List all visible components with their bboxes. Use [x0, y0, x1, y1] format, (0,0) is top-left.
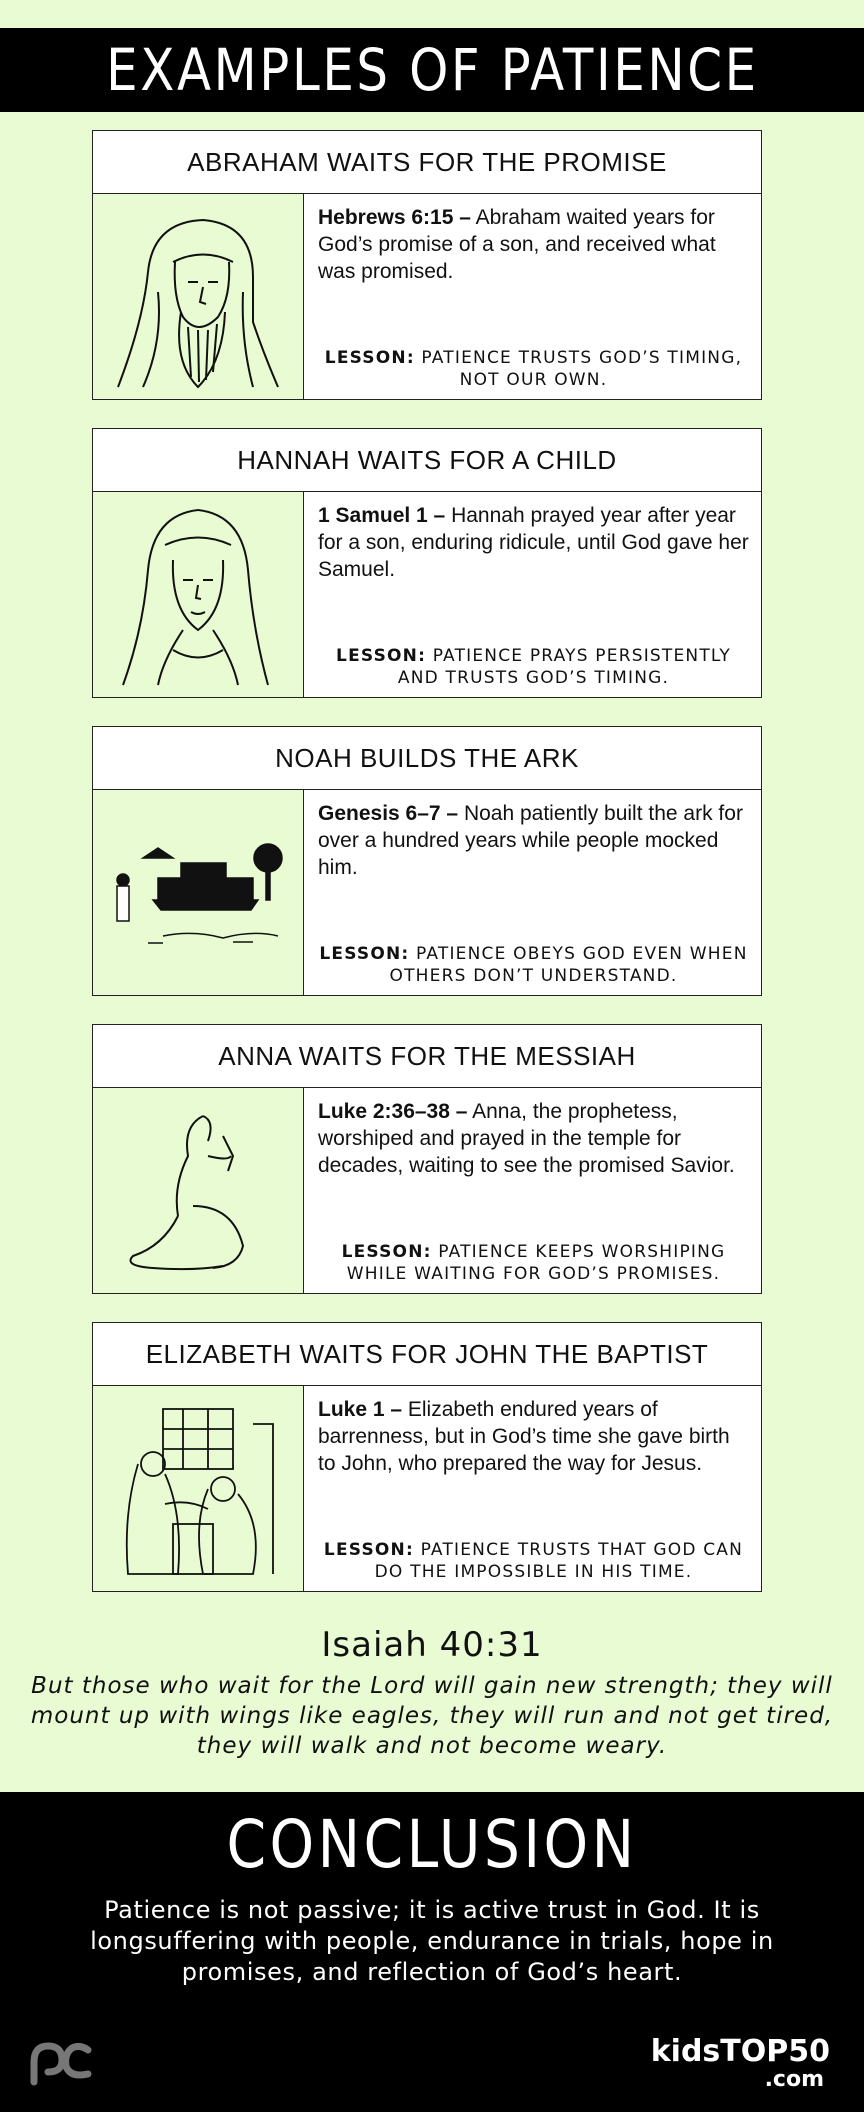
lesson-body: PATIENCE TRUSTS GOD’S TIMING, NOT OUR OWN.	[414, 348, 743, 390]
description-text: Elizabeth endured years of barrenness, but in God’s time she gave birth to John, who prepared the way for Jesus.	[318, 1398, 730, 1475]
card-body	[92, 194, 762, 400]
conclusion-section	[0, 1792, 864, 2112]
card-body	[92, 1088, 762, 1294]
card-heading: ELIZABETH WAITS FOR JOHN THE BAPTIST	[92, 1322, 762, 1386]
example-card-anna	[92, 1024, 762, 1294]
scripture-reference: Hebrews 6:15 –	[318, 206, 471, 229]
card-description	[318, 204, 749, 285]
lesson-text	[318, 943, 749, 987]
title-banner	[0, 28, 864, 112]
card-body	[92, 790, 762, 996]
lesson-text	[318, 347, 749, 391]
example-card-abraham	[92, 130, 762, 400]
lesson-body: PATIENCE KEEPS WORSHIPING WHILE WAITING FOR GOD’S PROMISES.	[346, 1242, 726, 1284]
lesson-body: PATIENCE PRAYS PERSISTENTLY AND TRUSTS GOD’S TIMING.	[397, 646, 731, 688]
lesson-body: PATIENCE TRUSTS THAT GOD CAN DO THE IMPOSSIBLE IN HIS TIME.	[374, 1540, 744, 1582]
scripture-reference: 1 Samuel 1 –	[318, 504, 446, 527]
conclusion-text: Patience is not passive; it is active trust in God. It is longsuffering with people, endurance in trials, hope in promises, and reflection of God’s heart.	[90, 1896, 774, 1986]
ark-scene-icon	[93, 790, 304, 995]
lesson-text	[318, 1539, 749, 1583]
bearded-man-portrait-icon	[93, 194, 304, 399]
description-text: Noah patiently built the ark for over a hundred years while people mocked him.	[318, 802, 743, 879]
card-body	[92, 1386, 762, 1592]
brand-domain: .com	[764, 2067, 824, 2092]
lesson-label: LESSON:	[324, 348, 415, 368]
verse-text: But those who wait for the Lord will gain new strength; they will mount up with wings like eagles, they will run and not get tired, they will walk and not become weary.	[30, 1673, 834, 1759]
card-description	[318, 1098, 749, 1179]
brand-logo	[651, 2036, 830, 2092]
card-heading: NOAH BUILDS THE ARK	[92, 726, 762, 790]
card-body	[92, 492, 762, 698]
scripture-reference: Luke 1 –	[318, 1398, 403, 1421]
card-heading: ANNA WAITS FOR THE MESSIAH	[92, 1024, 762, 1088]
veiled-woman-portrait-icon	[93, 492, 304, 697]
kneeling-woman-icon	[93, 1088, 304, 1293]
card-text	[304, 194, 761, 399]
card-description	[318, 502, 749, 583]
verse-reference: Isaiah 40:31	[321, 1625, 543, 1665]
lesson-text	[318, 1241, 749, 1285]
example-card-hannah	[92, 428, 762, 698]
card-heading: HANNAH WAITS FOR A CHILD	[92, 428, 762, 492]
card-heading: ABRAHAM WAITS FOR THE PROMISE	[92, 130, 762, 194]
lesson-label: LESSON:	[323, 1540, 414, 1560]
card-text	[304, 492, 761, 697]
card-text	[304, 1088, 761, 1293]
lesson-label: LESSON:	[336, 646, 427, 666]
description-text: Anna, the prophetess, worshiped and prayed in the temple for decades, waiting to see the promised Savior.	[318, 1100, 735, 1177]
lesson-label: LESSON:	[319, 944, 410, 964]
verse-section	[0, 1625, 864, 1761]
card-text	[304, 790, 761, 995]
card-text	[304, 1386, 761, 1591]
page-title: EXAMPLES OF PATIENCE	[105, 36, 759, 104]
scripture-reference: Genesis 6–7 –	[318, 802, 459, 825]
description-text: Hannah prayed year after year for a son, enduring ridicule, until God gave her Samuel.	[318, 504, 749, 581]
card-description	[318, 1396, 749, 1477]
visitation-scene-icon	[93, 1386, 304, 1591]
description-text: Abraham waited years for God’s promise of a son, and received what was promised.	[318, 206, 716, 283]
conclusion-heading: CONCLUSION	[226, 1806, 638, 1883]
lesson-label: LESSON:	[341, 1242, 432, 1262]
card-description	[318, 800, 749, 881]
scripture-reference: Luke 2:36–38 –	[318, 1100, 468, 1123]
example-card-elizabeth	[92, 1322, 762, 1592]
pc-logo-icon	[26, 2038, 96, 2090]
lesson-text	[318, 645, 749, 689]
example-card-noah	[92, 726, 762, 996]
brand-name: kidsTOP50	[650, 2034, 830, 2069]
lesson-body: PATIENCE OBEYS GOD EVEN WHEN OTHERS DON’T UNDERSTAND.	[389, 944, 748, 986]
